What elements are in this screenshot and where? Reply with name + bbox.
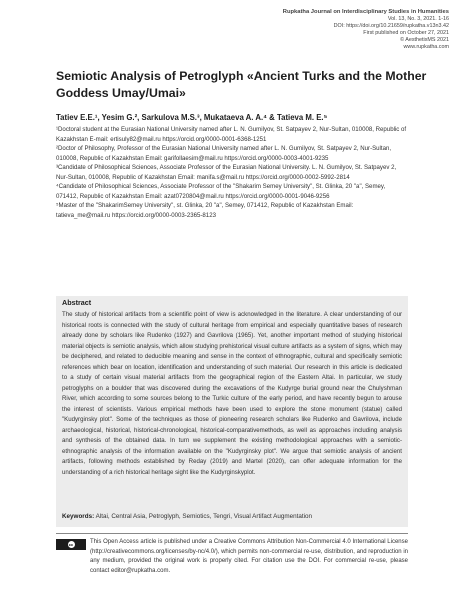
keywords-label: Keywords: — [62, 513, 95, 520]
first-published: First published on October 27, 2021 — [363, 30, 449, 36]
paper-title: Semiotic Analysis of Petroglyph «Ancient Turks and the Mother Goddess Umay/Umai» — [56, 69, 427, 100]
copyright-notice: © AesthetixMS 2021 — [400, 37, 449, 43]
journal-volume: Vol. 13, No. 3, 2021. 1-16 — [387, 16, 449, 22]
abstract-text: The study of historical artifacts from a scientific point of view is acknowledged in the literature. A clear understanding of our historical roots is connected with the study of cultural heritage from empirical and especially quantitative bases of research already done by scholars like Rudenko (1927) and Gavrilova (1965). Yet, another important method of studying historical material objects is semiotic analysis, which allow studying prehistorical visual culture artifacts as a system of signs, which may be deciphered, and related to deducible meaning and sense in the context of ethnographic, cultural and specifically semiotic references which bear on location, identification and understanding of such material. Our research in this article is dedicated to a study of certain visual material artifacts from the geographical region of the Eastern Altai. In particular, we study petroglyphs on a boulder that was discovered during the excavations of the Kudyrge burial ground near the Chulyshman River, which according to some sources belong to the Turkic culture of the early period, and have recently begun to arouse the interest of scientists. Various empirical methods have been used to explore the stone monument (statue) called "Kudyrginsky plot". Some of the techniques as those of pioneering research scholars like Rudenko and Gavrilova, include archaeological, historical, historical-chronological, historical-comparativemethods, as well as approaches including analysis and synthesis of the obtained data. In turn we supplement the existing methodological approaches with a semiotic-ethnographic analysis of the information available on the "Kudyrginsky plot". We argue that semiotic analysis of ancient artifacts, following methods established by Reday (2019) and Martel (2020), can offer adequate information for the understanding of a rich historical heritage sight like the Kudyrginskyplot. — [62, 311, 402, 476]
keywords-list: Altai, Central Asia, Petroglyph, Semiotics, Tengri, Visual Artifact Augmentation — [95, 513, 313, 520]
author-list: Tatiev E.E.¹, Yesim G.², Sarkulova M.S.³, Mukataeva A. A.⁴ & Tatieva M. E.⁵ — [56, 113, 328, 122]
creative-commons-icon[interactable] — [56, 539, 86, 550]
affiliations — [56, 125, 408, 220]
license-text: This Open Access article is published under a Creative Commons Attribution Non-Commercial 4.0 International License (http://creativecommons.org/licenses/by-nc/4.0/), which permits non-commercial re-use, distribution, and reproduction in any medium, provided the original work is properly cited. For citation use the DOI. For commercial re-use, please contact editor@rupkatha.com. — [90, 539, 408, 575]
affiliation-3: ³Candidate of Philosophical Sciences, Associate Professor of the Eurasian National University. L. N. Gumilyov, St. Satpayev 2, Nur-Sultan, 010008, Republic of Kazakhstan Email: manifa.s@mail.ru https://orcid.org/0000-0002-5992-2814 — [56, 164, 397, 181]
journal-doi[interactable]: DOI: https://doi.org/10.21659/rupkatha.v13n3.42 — [333, 23, 449, 29]
affiliation-4: ⁴Candidate of Philosophical Sciences, Associate Professor of the "Shakarim Semey University", St. Glinka, 20 "a", Semey, 071412, Republic of Kazakhstan Email: azat0720804@mail.ru https://orcid.org/0000-0001-9046-9256 — [56, 183, 386, 200]
journal-website-link[interactable]: www.rupkatha.com — [403, 44, 449, 50]
affiliation-2: ²Doctor of Philosophy, Professor of the Eurasian National University named after L. N. Gumilyov, St. Satpayev 2, Nur-Sultan, 010008, Republic of Kazakhstan Email: garifollaesim@mail.ru https://orcid.org/0000-0003-4001-9235 — [56, 145, 392, 162]
affiliation-5: ⁵Master of the "ShakarimSemey University", st. Glinka, 20 "a", Semey, 071412, Republic of Kazakhstan Email: tatieva_me@mail.ru https://orcid.org/0000-0003-2365-8123 — [56, 202, 354, 219]
abstract-heading: Abstract — [62, 298, 92, 307]
journal-header — [283, 9, 449, 51]
journal-name: Rupkatha Journal on Interdisciplinary Studies in Humanities — [282, 9, 449, 15]
cc-logo-mark: cc — [68, 542, 74, 547]
abstract-box — [56, 296, 408, 527]
license-footer — [56, 533, 408, 577]
keywords-line — [62, 512, 402, 521]
footer-divider — [56, 533, 408, 534]
affiliation-1: ¹Doctoral student at the Eurasian National University named after L. N. Gumilyov, St. Satpayev 2, Nur-Sultan, 010008, Republic of Kazakhstan E-mail: ertisuly82@mail.ru https://orcid.org/0000-0001-6368-1251 — [56, 126, 407, 143]
